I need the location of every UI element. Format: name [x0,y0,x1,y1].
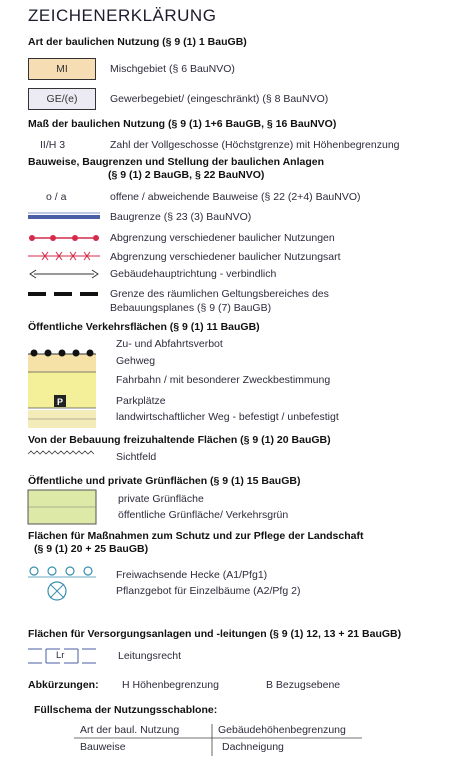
fuellschema-cell-art: Art der baul. Nutzung [80,724,180,736]
abk-b: B Bezugsebene [266,679,341,691]
fuellschema-cell-hoehe: Gebäudehöhenbegrenzung [218,724,346,736]
mass-code: II/H 3 [40,139,66,151]
section-art-heading: Art der baulichen Nutzung (§ 9 (1) 1 BauGB) [28,36,247,48]
baugrenze-symbol [28,210,100,224]
geltungsbereich-label-line1: Grenze des räumlichen Geltungsbereiches des [110,288,329,300]
abgrenzung-nutzungsart-label: Abgrenzung verschiedener baulicher Nutzungsart [110,251,341,263]
sichtfeld-label: Sichtfeld [116,451,157,463]
legend-title: ZEICHENERKLÄRUNG [28,6,217,25]
gruen-privat-label: private Grünfläche [118,493,204,505]
parking-p-icon: P [56,397,63,407]
baugrenze-label: Baugrenze (§ 23 (3) BauNVO) [110,211,252,223]
abgrenzung-nutzung-label: Abgrenzung verschiedener baulicher Nutzungen [110,232,335,244]
section-massnahmen-heading-ref: (§ 9 (1) 20 + 25 BauGB) [34,543,149,555]
mi-label: Mischgebiet (§ 6 BauNVO) [110,63,235,75]
section-mass-heading: Maß der baulichen Nutzung (§ 9 (1) 1+6 BauGB, § 16 BauNVO) [28,118,337,130]
mass-label: Zahl der Vollgeschosse (Höchstgrenze) mit Höhenbegrenzung [110,139,400,151]
gehweg-label: Gehweg [116,355,156,367]
ge-symbol: GE/(e) [28,88,96,110]
abgrenzung-nutzungsart-symbol [28,250,100,262]
fahrbahn-label: Fahrbahn / mit besonderer Zweckbestimmung [116,374,331,386]
weg-label: landwirtschaftlicher Weg - befestigt / unbefestigt [116,411,339,423]
abkuerzungen-label: Abkürzungen: [28,679,99,691]
firstrichtung-label: Gebäudehauptrichtung - verbindlich [110,268,277,280]
sichtfeld-symbol [28,450,96,458]
section-gruen-heading: Öffentliche und private Grünflächen (§ 9 (1) 15 BauGB) [28,475,301,487]
tree-icon [46,580,68,602]
parkplaetze-label: Parkplätze [116,395,166,407]
firstrichtung-arrow-icon [28,268,100,280]
geltungsbereich-label-line2: Bebauungsplanes (§ 9 (7) BauGB) [110,302,272,314]
section-bauweise-heading: Bauweise, Baugrenzen und Stellung der baulichen Anlagen [28,156,324,168]
mi-symbol: MI [28,58,96,80]
bauweise-label: offene / abweichende Bauweise (§ 22 (2+4) BauNVO) [110,191,361,203]
fuellschema-heading: Füllschema der Nutzungsschablone: [34,704,218,716]
section-freizuhalten-heading: Von der Bebauung freizuhaltende Flächen (§ 9 (1) 20 BauGB) [28,434,331,446]
section-bauweise-heading-ref: (§ 9 (1) 2 BauGB, § 22 BauNVO) [108,169,265,181]
fuellschema-cell-dachneigung: Dachneigung [222,741,284,753]
bauweise-code: o / a [46,191,67,203]
verkehr-symbol [28,340,96,430]
leitungsrecht-label: Leitungsrecht [118,650,182,662]
ge-label: Gewerbegebiet/ (eingeschränkt) (§ 8 BauNVO) [110,93,329,105]
section-versorgung-heading: Flächen für Versorgungsanlagen und -leitungen (§ 9 (1) 12, 13 + 21 BauGB) [28,628,402,640]
abgrenzung-nutzung-symbol [28,232,100,244]
gruenflaeche-symbol [28,490,96,524]
pflanzgebot-label: Pflanzgebot für Einzelbäume (A2/Pfg 2) [116,585,301,597]
geltungsbereich-symbol [28,290,100,298]
abk-h: H Höhenbegrenzung [122,679,219,691]
section-verkehr-heading: Öffentliche Verkehrsflächen (§ 9 (1) 11 BauGB) [28,321,260,333]
section-massnahmen-heading: Flächen für Maßnahmen zum Schutz und zur Pflege der Landschaft [28,530,364,542]
hecke-label: Freiwachsende Hecke (A1/Pfg1) [116,569,268,581]
lr-code: Lr [56,650,65,661]
fuellschema-cell-bauweise: Bauweise [80,741,126,753]
gruen-oeffentlich-label: öffentliche Grünfläche/ Verkehrsgrün [118,509,289,521]
zufahrt-label: Zu- und Abfahrtsverbot [116,338,223,350]
